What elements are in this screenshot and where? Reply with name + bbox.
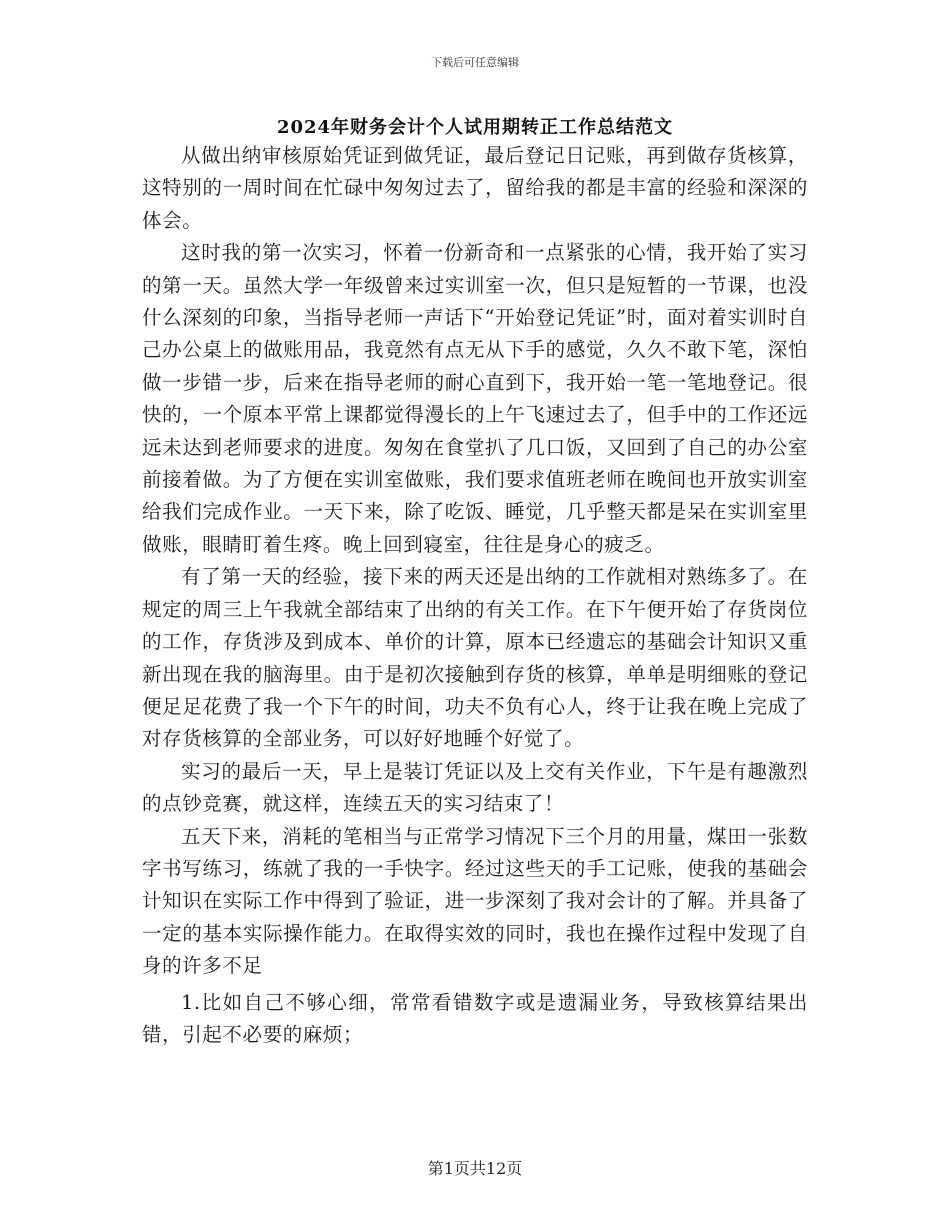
body-paragraph-2: 这时我的第一次实习，怀着一份新奇和一点紧张的心情，我开始了实习的第一天。虽然大学一年级曾来过实训室一次，但只是短暂的一节课，也没什么深刻的印象，当指导老师一声话下“开始登记凭证”时，面对着实训时自己办公桌上的做账用品，我竟然有点无从下手的感觉，久久不敢下笔，深怕做一步错一步，后来在指导老师的耐心直到下，我开始一笔一笔地登记。很快的，一个原本平常上课都觉得漫长的上午飞速过去了，但手中的工作还远远未达到老师要求的进度。匆匆在食堂扒了几口饭，又回到了自己的办公室前接着做。为了方便在实训室做账，我们要求值班老师在晚间也开放实训室给我们完成作业。一天下来，除了吃饭、睡觉，几乎整天都是呆在实训室里做账，眼睛盯着生疼。晚上回到寝室，往往是身心的疲乏。 [142, 241, 808, 556]
body-paragraph-4: 实习的最后一天，早上是装订凭证以及上交有关作业，下午是有趣激烈的点钞竞赛，就这样，连续五天的实习结束了！ [142, 759, 808, 816]
body-paragraph-3: 有了第一天的经验，接下来的两天还是出纳的工作就相对熟练多了。在规定的周三上午我就全部结束了出纳的有关工作。在下午便开始了存货岗位的工作，存货涉及到成本、单价的计算，原本已经遗忘的基础会计知识又重新出现在我的脑海里。由于是初次接触到存货的核算，单单是明细账的登记便足足花费了我一个下午的时间，功夫不负有心人，终于让我在晚上完成了对存货核算的全部业务，可以好好地睡个好觉了。 [142, 565, 808, 751]
page-header-note: 下载后可任意编辑 [431, 56, 519, 69]
body-paragraph-1: 从做出纳审核原始凭证到做凭证，最后登记日记账，再到做存货核算，这特别的一周时间在忙碌中匆匆过去了，留给我的都是丰富的经验和深深的体会。 [142, 144, 808, 232]
body-paragraph-5: 五天下来，消耗的笔相当与正常学习情况下三个月的用量，煤田一张数字书写练习，练就了我的一手快字。经过这些天的手工记账，使我的基础会计知识在实际工作中得到了验证，进一步深刻了我对会计的了解。并具备了一定的基本实际操作能力。在取得实效的同时，我也在操作过程中发现了自身的许多不足 [142, 824, 808, 978]
document-title: 2024年财务会计个人试用期转正工作总结范文 [276, 117, 674, 138]
list-item-1: 1.比如自己不够心细，常常看错数字或是遗漏业务，导致核算结果出错，引起不必要的麻烦； [142, 990, 808, 1046]
document-body [142, 140, 808, 1051]
page-number: 第1页共12页 [427, 1159, 523, 1178]
